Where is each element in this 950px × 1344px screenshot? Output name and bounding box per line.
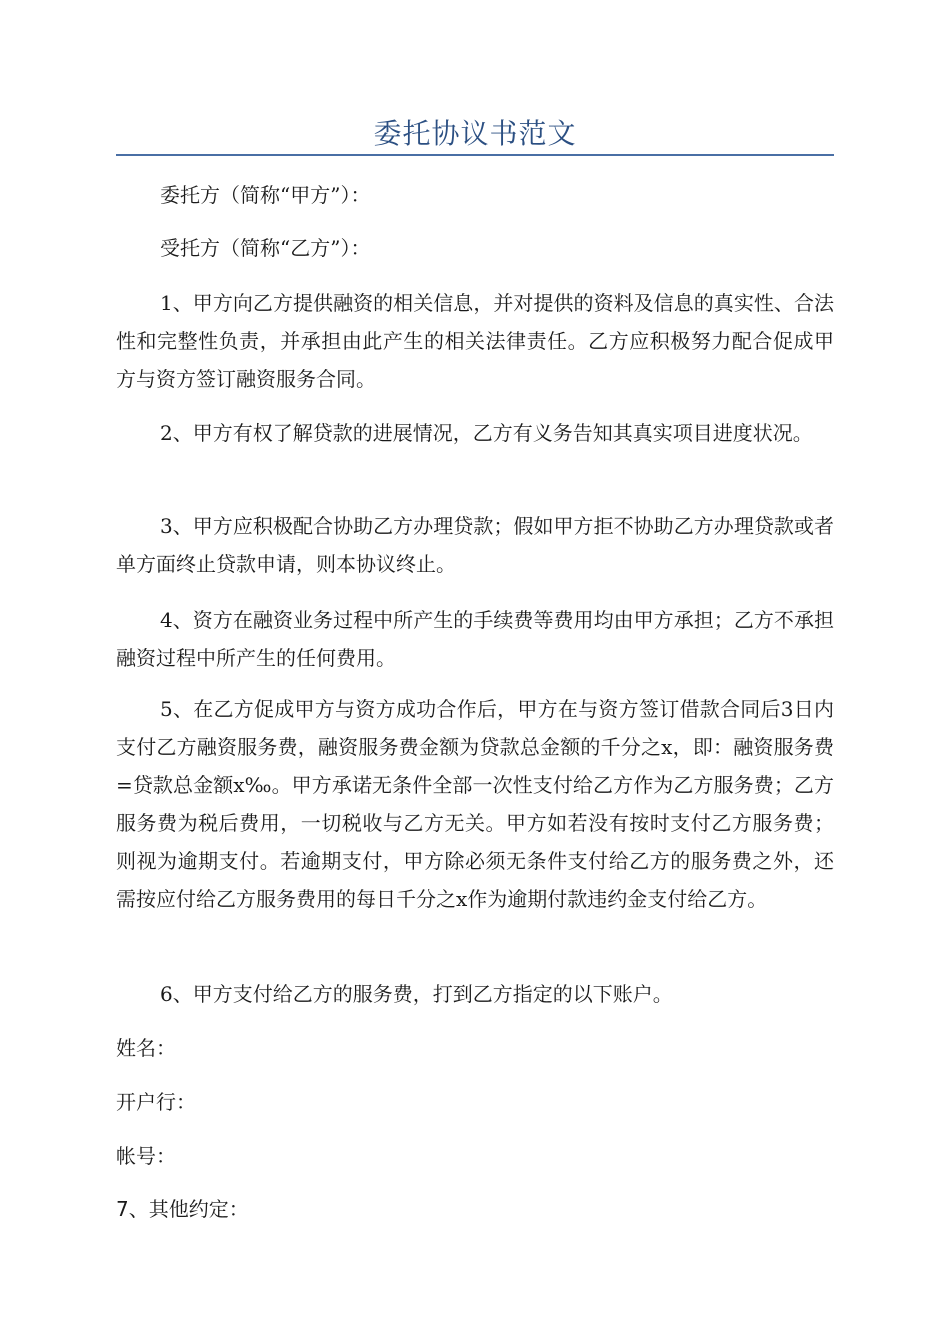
account-bank-label: 开户行： [116, 1090, 196, 1114]
clause-5: 5、在乙方促成甲方与资方成功合作后，甲方在与资方签订借款合同后3日内支付乙方融资服务费，融资服务费金额为贷款总金额的千分之x，即：融资服务费=贷款总金额x‰。甲方承诺无条件全部一次性支付给乙方作为乙方服务费；乙方服务费为税后费用，一切税收与乙方无关。甲方如若没有按时支付乙方服务费；则视为逾期支付。若逾期支付，甲方除必须无条件支付给乙方的服务费之外，还需按应付给乙方服务费用的每日千分之x作为逾期付款违约金支付给乙方。 [116, 697, 834, 911]
title-underline [116, 154, 834, 156]
account-name-label: 姓名： [116, 1036, 176, 1060]
party-a-line: 委托方（简称“甲方”）： [160, 183, 371, 207]
clause-1: 1、甲方向乙方提供融资的相关信息，并对提供的资料及信息的真实性、合法性和完整性负责，并承担由此产生的相关法律责任。乙方应积极努力配合促成甲方与资方签订融资服务合同。 [116, 291, 834, 391]
clause-2: 2、甲方有权了解贷款的进展情况，乙方有义务告知其真实项目进度状况。 [160, 421, 813, 445]
other-terms-heading: 7、其他约定： [116, 1197, 249, 1221]
clause-3: 3、甲方应积极配合协助乙方办理贷款；假如甲方拒不协助乙方办理贷款或者单方面终止贷款申请，则本协议终止。 [116, 514, 834, 576]
party-b-line: 受托方（简称“乙方”）： [160, 236, 371, 260]
clause-6: 6、甲方支付给乙方的服务费，打到乙方指定的以下账户。 [160, 982, 673, 1006]
account-number-label: 帐号： [116, 1144, 176, 1168]
clause-4: 4、资方在融资业务过程中所产生的手续费等费用均由甲方承担；乙方不承担融资过程中所产生的任何费用。 [116, 608, 834, 670]
document-title: 委托协议书范文 [373, 117, 577, 150]
